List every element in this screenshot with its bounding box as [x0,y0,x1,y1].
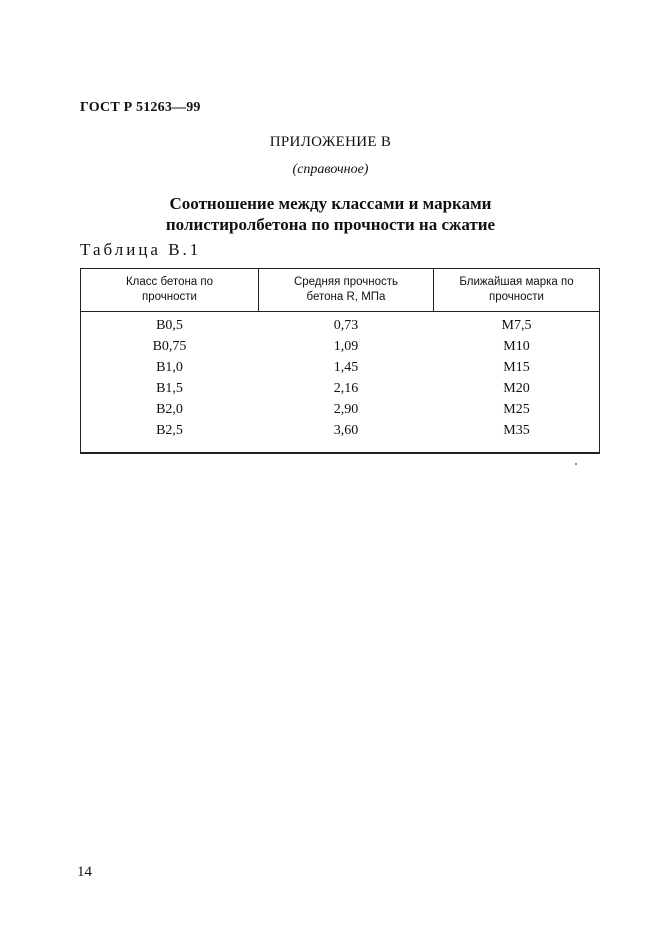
table-cell: 2,16 [333,381,359,396]
page-number: 14 [77,864,92,880]
header-cell-strength [259,269,433,311]
scan-speck [575,463,577,465]
table-cell: В1,5 [156,381,183,396]
table-cell: 1,45 [333,360,359,375]
table-label: Таблица В.1 [80,240,202,259]
table-cell: 0,73 [333,318,359,333]
column-strength-values [259,315,433,441]
header-divider [81,311,599,312]
table-cell: М20 [503,381,530,396]
table-cell: М10 [503,339,530,354]
header-class-line-1: Класс бетона по [125,276,214,288]
table-cell: В2,0 [156,402,183,417]
header-grade-line-1: Ближайшая марка по [459,276,574,288]
table-cell: М25 [503,402,530,417]
header-cell-class [81,269,258,311]
appendix-title: ПРИЛОЖЕНИЕ В [269,134,392,150]
header-strength-line-2: бетона R, МПа [306,291,386,303]
table-cell: 3,60 [333,423,359,438]
appendix-status: (справочное) [292,162,369,177]
column-class-values [81,315,258,441]
table-cell: В0,75 [152,339,187,354]
table-cell: 1,09 [333,339,359,354]
header-class-line-2: прочности [142,291,197,303]
table-cell: В1,0 [156,360,183,375]
table-cell: В0,5 [156,318,183,333]
data-table [80,268,600,454]
header-strength-line-1: Средняя прочность [293,276,399,288]
table-cell: М15 [503,360,530,375]
column-grade-values [434,315,599,441]
table-cell: М35 [503,423,530,438]
header-cell-grade [434,269,599,311]
main-title [0,193,661,235]
main-title-line-2: полистиролбетона по прочности на сжатие [165,215,496,234]
header-grade-line-2: прочности [489,291,544,303]
table-cell: В2,5 [156,423,183,438]
table-cell: М7,5 [501,318,532,333]
main-title-line-1: Соотношение между классами и марками [169,194,492,213]
document-code: ГОСТ Р 51263—99 [80,100,201,115]
table-cell: 2,90 [333,402,359,417]
